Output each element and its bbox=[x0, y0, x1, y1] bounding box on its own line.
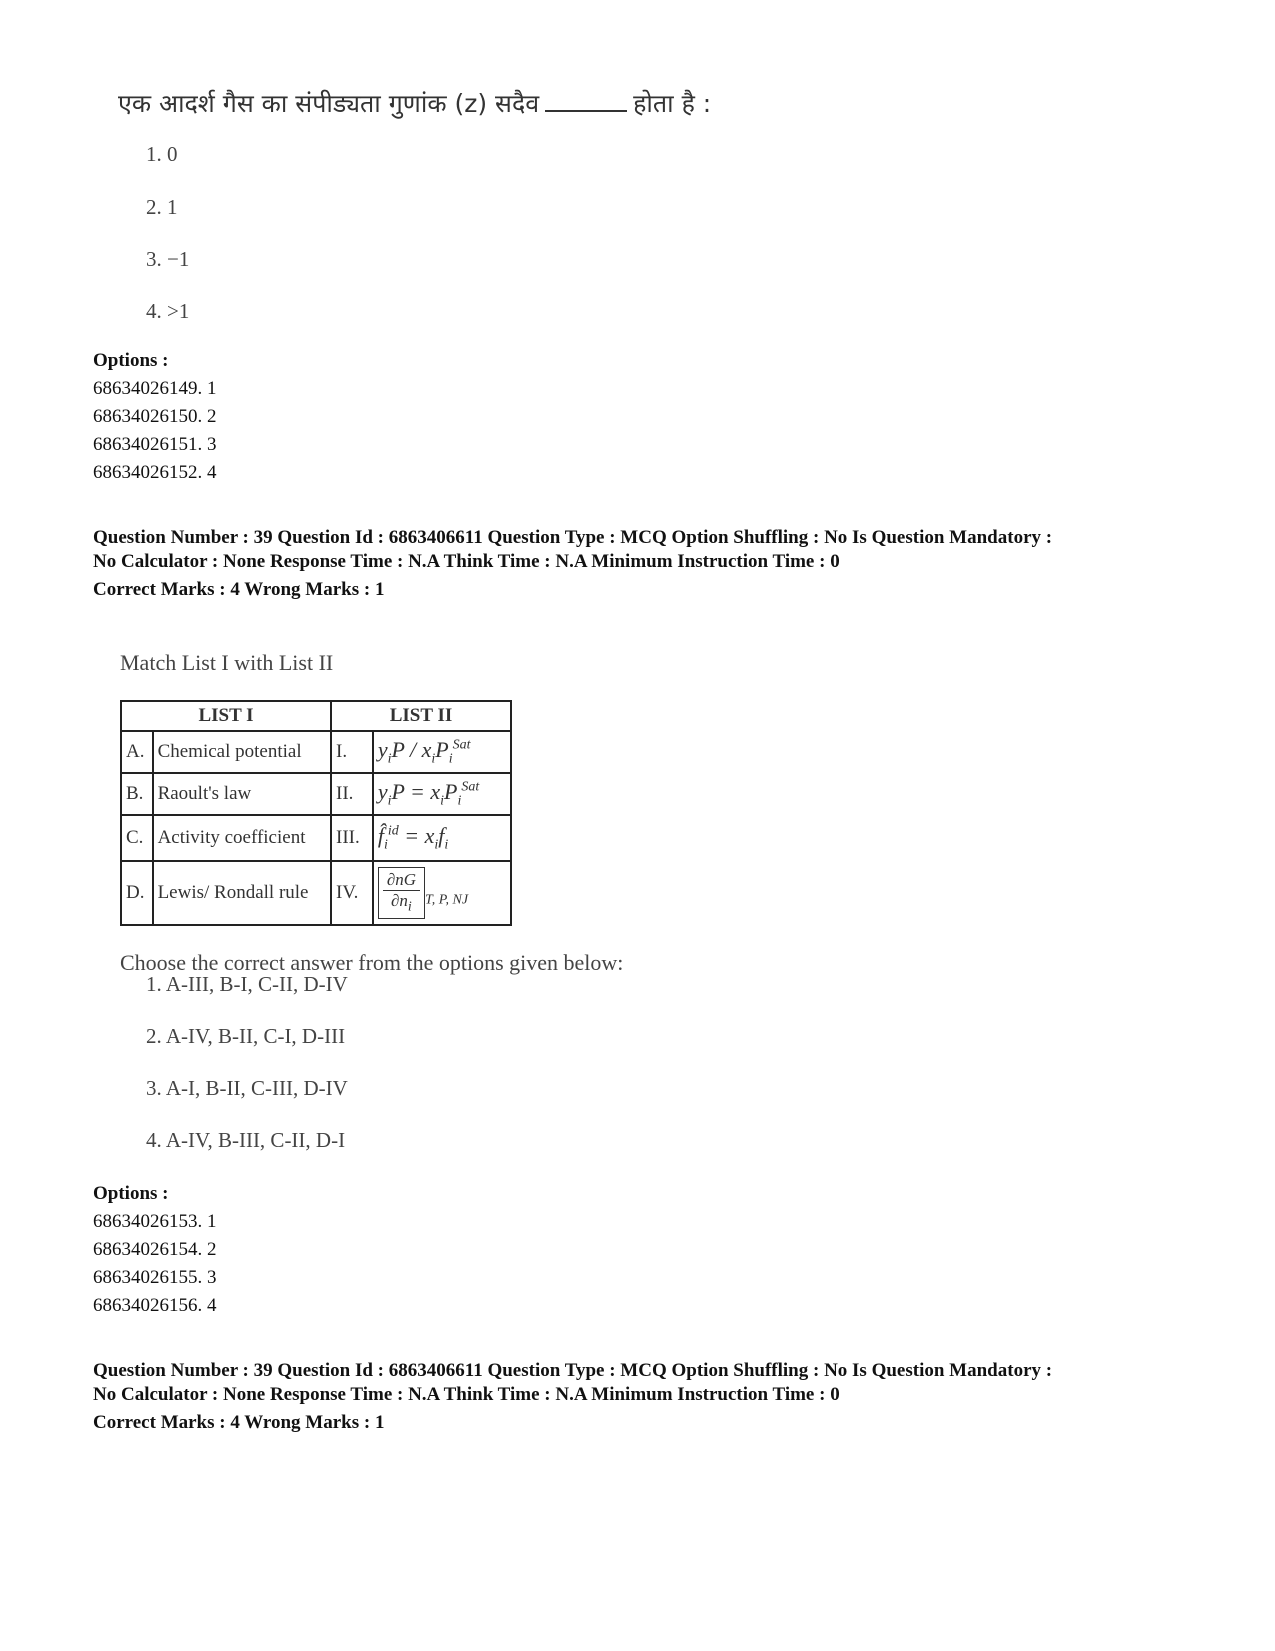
row-roman: IV. bbox=[331, 861, 373, 925]
row-text: Activity coefficient bbox=[153, 815, 331, 861]
question-meta-1 bbox=[93, 526, 1213, 602]
fill-blank bbox=[545, 92, 627, 112]
table-row bbox=[121, 815, 511, 861]
q1-choice-2: 2. 1 bbox=[146, 195, 178, 219]
row-label: A. bbox=[121, 731, 153, 773]
question-1-text bbox=[118, 86, 711, 120]
q1-choice-3: 3. −1 bbox=[146, 247, 190, 271]
q2-option-1: 68634026153. 1 bbox=[93, 1211, 217, 1232]
q2-choice-1: 1. A-III, B-I, C-II, D-IV bbox=[146, 972, 348, 996]
list2-header: LIST II bbox=[331, 701, 511, 731]
meta-line-1: Question Number : 39 Question Id : 6863406611 Question Type : MCQ Option Shuffling : No Is Question Mandatory : bbox=[93, 1360, 1053, 1381]
formula-1: $y_iP / x_iP_i^{Sat}$ bbox=[373, 731, 511, 773]
meta-marks: Correct Marks : 4 Wrong Marks : 1 bbox=[93, 1412, 385, 1433]
question-meta-2 bbox=[93, 1359, 1213, 1435]
q2-option-4: 68634026156. 4 bbox=[93, 1295, 217, 1316]
q1-choice-1: 1. 0 bbox=[146, 142, 178, 166]
question-1-text-before: एक आदर्श गैस का संपीड्यता गुणांक (z) सदैव bbox=[118, 89, 540, 118]
row-roman: II. bbox=[331, 773, 373, 815]
row-label: C. bbox=[121, 815, 153, 861]
table-row bbox=[121, 861, 511, 925]
formula-3: $f̂_i^{id} = x_if_i$ bbox=[373, 815, 511, 861]
q1-option-2: 68634026150. 2 bbox=[93, 406, 217, 427]
formula-2: $y_iP = x_iP_i^{Sat}$ bbox=[373, 773, 511, 815]
list1-header: LIST I bbox=[121, 701, 331, 731]
row-label: D. bbox=[121, 861, 153, 925]
table-row bbox=[121, 773, 511, 815]
question-1-text-after: होता है : bbox=[633, 89, 712, 118]
q2-choice-2: 2. A-IV, B-II, C-I, D-III bbox=[146, 1024, 346, 1048]
q1-options-label: Options : bbox=[93, 350, 169, 371]
table-row bbox=[121, 731, 511, 773]
meta-line-1: Question Number : 39 Question Id : 6863406611 Question Type : MCQ Option Shuffling : No Is Question Mandatory : bbox=[93, 527, 1053, 548]
formula-4: $\frac{\partial nG}{\partial n_i}$ $_{T, P, NJ}$ bbox=[373, 861, 511, 925]
q1-option-1: 68634026149. 1 bbox=[93, 378, 217, 399]
meta-marks: Correct Marks : 4 Wrong Marks : 1 bbox=[93, 579, 385, 600]
row-text: Lewis/ Rondall rule bbox=[153, 861, 331, 925]
q1-choice-4: 4. >1 bbox=[146, 299, 190, 323]
match-heading: Match List I with List II bbox=[120, 650, 334, 675]
choose-instruction: Choose the correct answer from the options given below: bbox=[120, 950, 624, 975]
row-label: B. bbox=[121, 773, 153, 815]
row-text: Raoult's law bbox=[153, 773, 331, 815]
match-table bbox=[120, 700, 512, 926]
row-text: Chemical potential bbox=[153, 731, 331, 773]
q2-options-label: Options : bbox=[93, 1183, 169, 1204]
row-roman: III. bbox=[331, 815, 373, 861]
q2-choice-3: 3. A-I, B-II, C-III, D-IV bbox=[146, 1076, 348, 1100]
meta-line-2: No Calculator : None Response Time : N.A Think Time : N.A Minimum Instruction Time : 0 bbox=[93, 551, 840, 572]
row-roman: I. bbox=[331, 731, 373, 773]
q1-option-4: 68634026152. 4 bbox=[93, 462, 217, 483]
q2-option-3: 68634026155. 3 bbox=[93, 1267, 217, 1288]
q2-choice-4: 4. A-IV, B-III, C-II, D-I bbox=[146, 1128, 346, 1152]
q1-option-3: 68634026151. 3 bbox=[93, 434, 217, 455]
q2-option-2: 68634026154. 2 bbox=[93, 1239, 217, 1260]
meta-line-2: No Calculator : None Response Time : N.A Think Time : N.A Minimum Instruction Time : 0 bbox=[93, 1384, 840, 1405]
